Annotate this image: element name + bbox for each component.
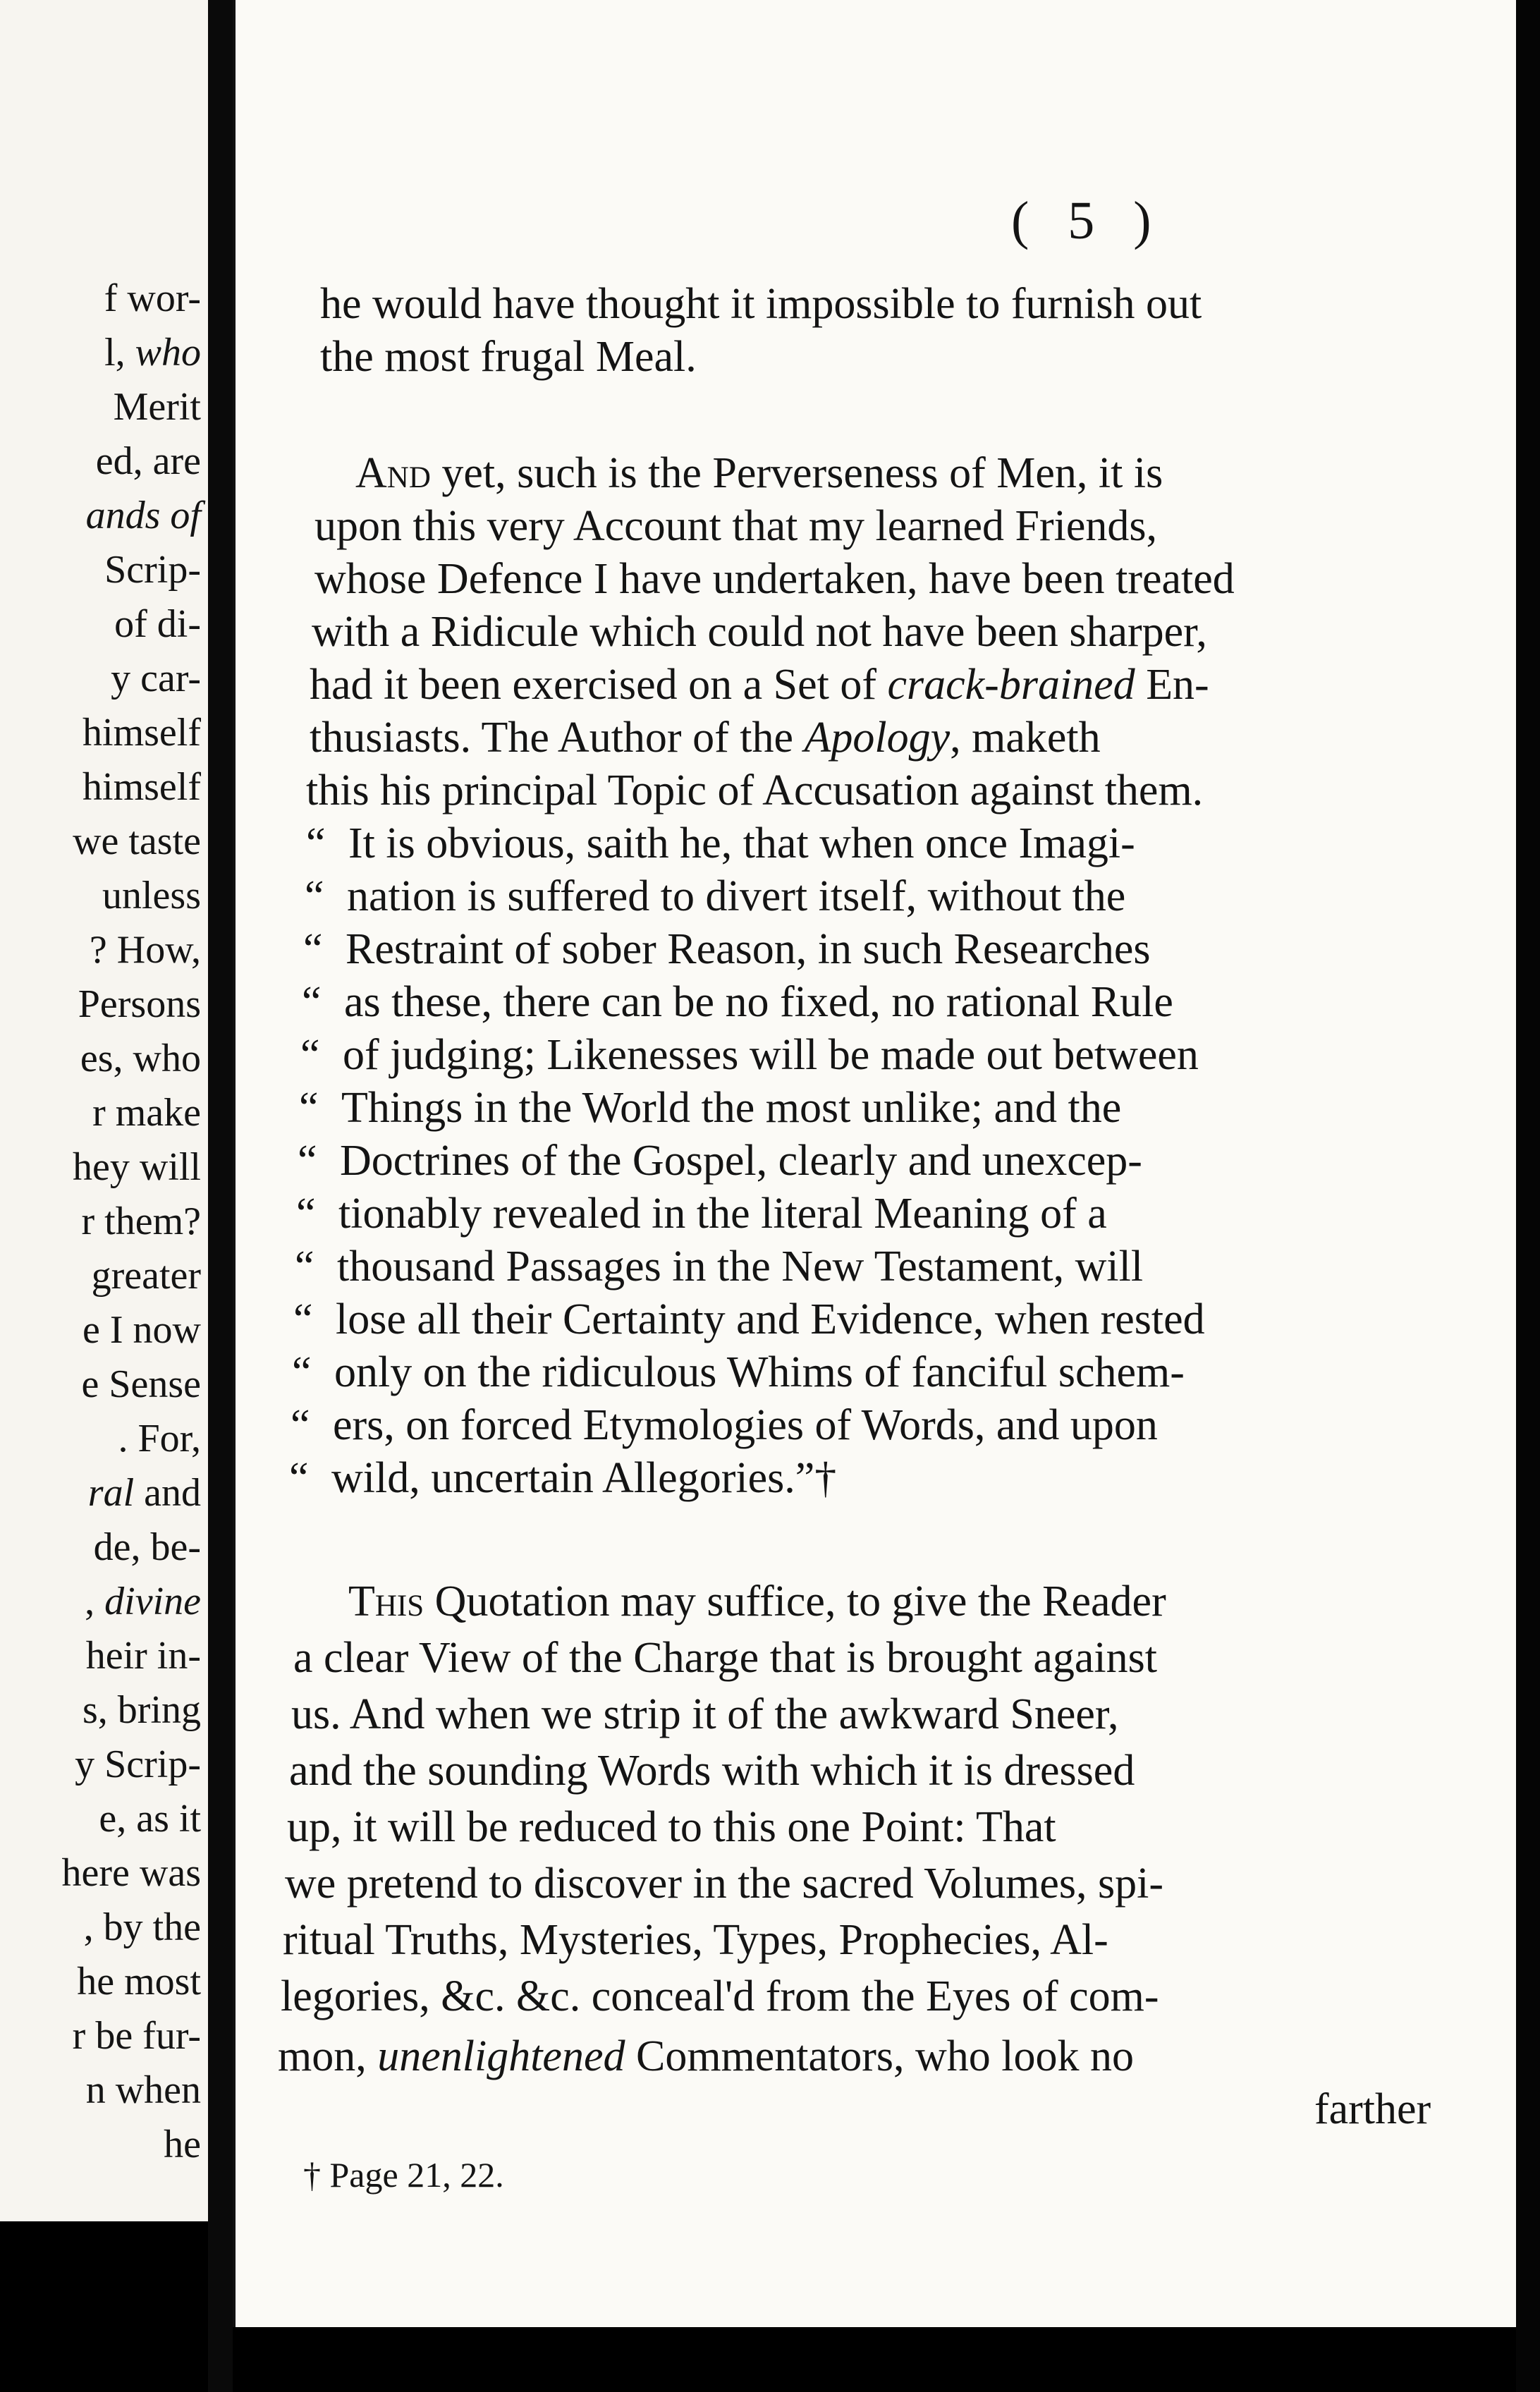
text-line: whose Defence I have undertaken, have been treated bbox=[314, 555, 1235, 603]
left-page-line: r make bbox=[92, 1091, 201, 1135]
small-caps-lead: This bbox=[348, 1578, 424, 1625]
left-page-line: es, who bbox=[80, 1037, 201, 1080]
left-facing-page bbox=[0, 0, 210, 2221]
text-line: mon, unenlightened Commentators, who look no bbox=[278, 2032, 1135, 2080]
text-line: a clear View of the Charge that is brought against bbox=[293, 1634, 1158, 1682]
text-line: up, it will be reduced to this one Point: That bbox=[287, 1803, 1056, 1851]
left-page-line: here was bbox=[61, 1851, 201, 1895]
quotation-line: “ lose all their Certainty and Evidence, when rested bbox=[293, 1295, 1205, 1343]
text-line: ritual Truths, Mysteries, Types, Prophecies, Al- bbox=[283, 1916, 1108, 1964]
quotation-line: “ tionably revealed in the literal Meaning of a bbox=[296, 1190, 1107, 1238]
left-page-line: r be fur- bbox=[72, 2014, 201, 2058]
footnote: † Page 21, 22. bbox=[303, 2155, 504, 2195]
left-page-line: e Sense bbox=[81, 1362, 201, 1406]
left-page-line: y Scrip- bbox=[75, 1743, 201, 1786]
left-page-line: Merit bbox=[113, 385, 201, 429]
left-page-line: Scrip- bbox=[104, 548, 201, 592]
main-page bbox=[233, 0, 1519, 2327]
text-line: upon this very Account that my learned Friends, bbox=[314, 502, 1157, 550]
left-page-line: greater bbox=[91, 1254, 201, 1298]
text-line: we pretend to discover in the sacred Volumes, spi- bbox=[285, 1860, 1164, 1908]
text-line: legories, &c. &c. conceal'd from the Eyes of com- bbox=[281, 1972, 1159, 2020]
left-page-line: we taste bbox=[73, 819, 201, 863]
quotation-line: “ It is obvious, saith he, that when once Imagi- bbox=[306, 819, 1135, 867]
text-line: And yet, such is the Perverseness of Men, it is bbox=[355, 449, 1163, 497]
left-page-line: unless bbox=[102, 874, 201, 917]
quotation-line: “ Restraint of sober Reason, in such Researches bbox=[303, 925, 1151, 973]
left-page-line: e, as it bbox=[99, 1797, 201, 1841]
left-page-line: he most bbox=[77, 1960, 201, 2003]
quotation-line: “ Doctrines of the Gospel, clearly and unexcep- bbox=[298, 1137, 1142, 1185]
left-page-line: of di- bbox=[114, 602, 201, 646]
quotation-line: “ ers, on forced Etymologies of Words, and upon bbox=[291, 1401, 1158, 1449]
left-page-line: he bbox=[164, 2123, 201, 2166]
left-page-line: himself bbox=[82, 711, 201, 755]
page-number: ( 5 ) bbox=[1011, 191, 1164, 250]
left-page-line: de, be- bbox=[93, 1525, 201, 1569]
text-line: with a Ridicule which could not have been sharper, bbox=[312, 608, 1207, 656]
text-line: and the sounding Words with which it is dressed bbox=[289, 1747, 1135, 1795]
left-page-line: ed, are bbox=[95, 439, 201, 483]
left-page-line: e I now bbox=[82, 1308, 201, 1352]
quotation-line: “ as these, there can be no fixed, no rational Rule bbox=[302, 978, 1173, 1026]
left-page-line: f wor- bbox=[104, 276, 201, 320]
quotation-line: “ Things in the World the most unlike; and the bbox=[299, 1084, 1122, 1132]
quotation-line: “ only on the ridiculous Whims of fanciful schem- bbox=[292, 1348, 1185, 1396]
left-page-line: s, bring bbox=[82, 1688, 201, 1732]
quotation-line: “ nation is suffered to divert itself, without the bbox=[305, 872, 1126, 920]
left-page-line: Persons bbox=[78, 982, 201, 1026]
text-line: he would have thought it impossible to furnish out bbox=[320, 280, 1202, 328]
left-page-line: r them? bbox=[81, 1200, 201, 1243]
left-page-line: hey will bbox=[73, 1145, 201, 1189]
book-gutter bbox=[208, 0, 233, 2392]
left-page-line: l, who bbox=[104, 331, 201, 374]
left-page-line: y car- bbox=[111, 657, 201, 700]
left-page-line: himself bbox=[82, 765, 201, 809]
text-line: This Quotation may suffice, to give the Reader bbox=[348, 1578, 1166, 1625]
quotation-line: “ of judging; Likenesses will be made out between bbox=[300, 1031, 1199, 1079]
scan-edge bbox=[1516, 0, 1540, 2392]
text-line: the most frugal Meal. bbox=[320, 333, 697, 381]
left-page-line: ral and bbox=[87, 1471, 201, 1515]
catchword: farther bbox=[1314, 2085, 1431, 2133]
text-line: this his principal Topic of Accusation against them. bbox=[306, 767, 1204, 814]
left-page-line: , divine bbox=[85, 1580, 201, 1623]
small-caps-lead: And bbox=[355, 449, 431, 497]
text-line: had it been exercised on a Set of crack-brained En- bbox=[310, 661, 1209, 709]
left-page-line: . For, bbox=[118, 1417, 201, 1460]
left-page-line: ? How, bbox=[89, 928, 201, 972]
left-page-line: , by the bbox=[83, 1905, 201, 1949]
text-line: us. And when we strip it of the awkward Sneer, bbox=[291, 1690, 1119, 1738]
left-page-line: ands of bbox=[85, 494, 201, 537]
quotation-line: “ thousand Passages in the New Testament, will bbox=[295, 1243, 1144, 1290]
text-line: thusiasts. The Author of the Apology, maketh bbox=[310, 714, 1101, 762]
left-page-line: heir in- bbox=[85, 1634, 201, 1678]
left-page-line: n when bbox=[85, 2068, 201, 2112]
quotation-line: “ wild, uncertain Allegories.”† bbox=[289, 1454, 837, 1502]
